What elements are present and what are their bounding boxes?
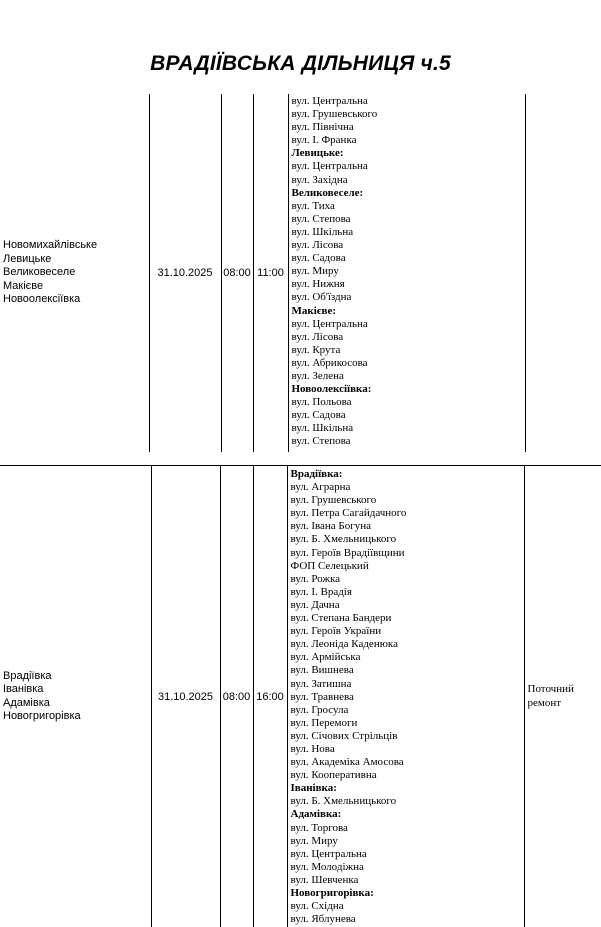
street-name: вул. Центральна [291, 317, 368, 330]
street-name: вул. Грушевського [290, 494, 377, 507]
settlement-name: Врадіївка [3, 669, 52, 682]
settlement-name: Іванівка [3, 683, 44, 696]
street-name: вул. Торгова [290, 821, 348, 834]
street-name: вул. Миру [290, 834, 338, 847]
date-cell: 31.10.2025 [151, 466, 220, 927]
street-name: вул. І. Франка [291, 134, 357, 147]
settlement-heading: Адамівка: [290, 808, 342, 821]
settlement-name: Адамівка [3, 696, 50, 709]
street-name: вул. Яблунева [290, 913, 356, 926]
street-name: вул. Кооперативна [290, 769, 377, 782]
schedule-table-2 [0, 465, 601, 927]
streets-cell [288, 94, 525, 452]
settlement-heading: Іванівка: [290, 782, 337, 795]
street-name: вул. Північна [291, 121, 354, 134]
street-name: вул. І. Врадія [290, 585, 352, 598]
street-name: вул. Затишна [290, 677, 352, 690]
street-name: вул. Абрикосова [291, 356, 368, 369]
street-name: вул. Східна [290, 900, 344, 913]
table-row [0, 466, 601, 927]
street-name: вул. Травнева [290, 690, 354, 703]
settlement-heading: Врадіївка: [290, 468, 343, 480]
street-name: вул. Вишнева [290, 664, 354, 677]
street-name: вул. Шкільна [291, 422, 354, 435]
settlement-name: Новогригорівка [3, 709, 81, 722]
page-title: ВРАДІЇВСЬКА ДІЛЬНИЦЯ ч.5 [150, 52, 451, 75]
settlement-name: Макієве [3, 279, 44, 292]
street-name: вул. Леоніда Каденюка [290, 638, 398, 651]
street-name: вул. Крута [291, 343, 341, 356]
settlement-heading: Новогригорівка: [290, 887, 374, 899]
settlement-name: Новоолексіївка [3, 293, 81, 306]
note-cell [525, 94, 601, 452]
street-name: вул. Аграрна [290, 481, 351, 494]
street-name: вул. Шкільна [291, 225, 354, 238]
street-name: вул. Садова [291, 252, 346, 265]
street-name: вул. Дачна [290, 598, 340, 611]
street-name: вул. Грушевського [291, 108, 378, 121]
time-from-cell: 08:00 [221, 94, 253, 452]
street-name: вул. Петра Сагайдачного [290, 507, 407, 520]
street-name: вул. Січових Стрільців [290, 729, 398, 742]
street-name: вул. Степова [291, 212, 351, 225]
settlements-cell [0, 466, 151, 927]
street-name: вул. Академіка Амосова [290, 756, 404, 769]
street-name: вул. Лісова [291, 330, 344, 343]
settlement-name: Новомихайлівське [3, 239, 98, 252]
street-name: вул. Лісова [291, 239, 344, 252]
time-to-cell: 16:00 [253, 466, 287, 927]
street-name: вул. Армійська [290, 651, 361, 664]
street-name: вул. Польова [291, 396, 352, 409]
street-name: вул. Садова [291, 409, 346, 422]
settlement-heading: Великовеселе: [291, 186, 364, 199]
street-name: вул. Степова [291, 435, 351, 448]
street-name: вул. Центральна [290, 847, 367, 860]
street-name: вул. Центральна [291, 95, 368, 107]
street-name: вул. Степана Бандери [290, 612, 392, 625]
street-name: вул. Героїв Врадіївщини [290, 546, 405, 559]
street-name: вул. Перемоги [290, 716, 358, 729]
street-name: вул. Миру [291, 265, 339, 278]
street-name: вул. Героїв України [290, 625, 382, 638]
street-name: вул. Зелена [291, 369, 344, 382]
streets-cell [287, 466, 524, 927]
note-cell: Поточний ремонт [524, 466, 601, 927]
settlement-heading: Макієве: [291, 304, 337, 317]
street-name: вул. Західна [291, 173, 348, 186]
street-name: вул. Тиха [291, 199, 335, 212]
street-name: вул. Гросула [290, 703, 349, 716]
time-from-cell: 08:00 [220, 466, 253, 927]
street-name: вул. Б. Хмельницького [290, 533, 397, 546]
street-name: вул. Об'їздна [291, 291, 352, 304]
street-name: вул. Б. Хмельницького [290, 795, 397, 808]
table-row [0, 94, 601, 452]
street-name: ФОП Селецький [290, 559, 369, 572]
settlement-heading: Новоолексіївка: [291, 383, 372, 396]
street-name: вул. Івана Богуна [290, 520, 372, 533]
settlement-heading: Левицьке: [291, 147, 344, 160]
date-cell: 31.10.2025 [149, 94, 221, 452]
time-to-cell: 11:00 [253, 94, 288, 452]
street-name: вул. Нова [290, 742, 335, 755]
street-name: вул. Молодіжна [290, 860, 364, 873]
settlements-cell [0, 94, 149, 452]
street-name: вул. Центральна [291, 160, 368, 173]
settlement-name: Великовеселе [3, 266, 76, 279]
street-name: вул. Рожка [290, 572, 341, 585]
settlement-name: Левицьке [3, 252, 52, 265]
schedule-table-1 [0, 94, 601, 452]
street-name: вул. Нижня [291, 278, 345, 291]
street-name: вул. Шевченка [290, 873, 359, 886]
